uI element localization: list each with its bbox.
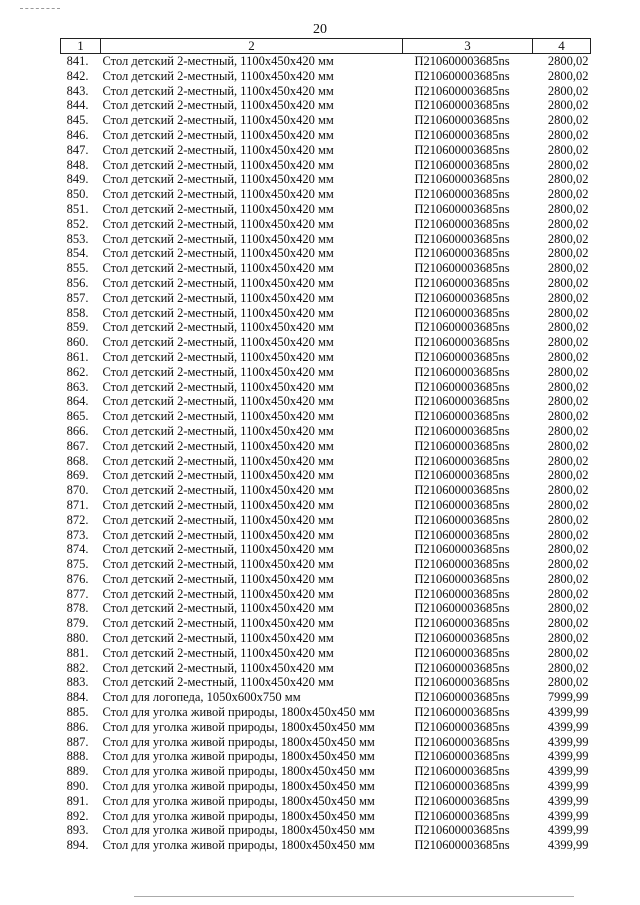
row-number: 888. bbox=[66, 749, 89, 764]
item-name: Стол для уголка живой природы, 1800x450x450 мм bbox=[102, 734, 375, 749]
table-body bbox=[61, 54, 591, 854]
item-code: П210600003685ns bbox=[414, 394, 510, 409]
table-row bbox=[61, 705, 591, 720]
item-name: Стол для уголка живой природы, 1800x450x450 мм bbox=[102, 823, 375, 838]
row-number: 872. bbox=[66, 512, 89, 527]
table-row bbox=[61, 365, 591, 380]
item-price: 2800,02 bbox=[547, 290, 589, 305]
item-code: П210600003685ns bbox=[414, 734, 510, 749]
item-price: 2800,02 bbox=[547, 645, 589, 660]
item-price: 2800,02 bbox=[547, 527, 589, 542]
item-code: П210600003685ns bbox=[414, 557, 510, 572]
item-price: 2800,02 bbox=[547, 127, 589, 142]
item-name: Стол для уголка живой природы, 1800x450x450 мм bbox=[102, 779, 375, 794]
item-code: П210600003685ns bbox=[414, 616, 510, 631]
item-name: Стол детский 2-местный, 1100x450x420 мм bbox=[102, 557, 334, 572]
item-price: 2800,02 bbox=[547, 379, 589, 394]
item-code: П210600003685ns bbox=[414, 542, 510, 557]
item-name: Стол детский 2-местный, 1100x450x420 мм bbox=[102, 379, 334, 394]
table-row bbox=[61, 572, 591, 587]
item-price: 2800,02 bbox=[547, 497, 589, 512]
column-header-1: 1 bbox=[61, 39, 101, 54]
item-code: П210600003685ns bbox=[414, 571, 510, 586]
table-row bbox=[61, 823, 591, 838]
item-name: Стол для уголка живой природы, 1800x450x450 мм bbox=[102, 793, 375, 808]
row-number: 844. bbox=[66, 98, 89, 113]
item-code: П210600003685ns bbox=[414, 660, 510, 675]
item-price: 2800,02 bbox=[547, 142, 589, 157]
item-code: П210600003685ns bbox=[414, 201, 510, 216]
row-number: 882. bbox=[66, 660, 89, 675]
row-number: 871. bbox=[66, 497, 89, 512]
item-name: Стол детский 2-местный, 1100x450x420 мм bbox=[102, 349, 334, 364]
item-price: 2800,02 bbox=[547, 394, 589, 409]
item-price: 2800,02 bbox=[547, 660, 589, 675]
item-name: Стол детский 2-местный, 1100x450x420 мм bbox=[102, 305, 334, 320]
item-price: 4399,99 bbox=[547, 719, 589, 734]
table-row bbox=[61, 557, 591, 572]
item-price: 2800,02 bbox=[547, 542, 589, 557]
row-number: 892. bbox=[66, 808, 89, 823]
row-number: 866. bbox=[66, 423, 89, 438]
item-code: П210600003685ns bbox=[414, 379, 510, 394]
item-price: 4399,99 bbox=[547, 779, 589, 794]
item-name: Стол детский 2-местный, 1100x450x420 мм bbox=[102, 527, 334, 542]
item-name: Стол детский 2-местный, 1100x450x420 мм bbox=[102, 68, 334, 83]
table-row bbox=[61, 601, 591, 616]
item-price: 4399,99 bbox=[547, 823, 589, 838]
item-code: П210600003685ns bbox=[414, 261, 510, 276]
table-row bbox=[61, 424, 591, 439]
row-number: 859. bbox=[66, 320, 89, 335]
row-number: 856. bbox=[66, 275, 89, 290]
item-price: 2800,02 bbox=[547, 157, 589, 172]
table-row bbox=[61, 350, 591, 365]
item-code: П210600003685ns bbox=[414, 601, 510, 616]
item-name: Стол детский 2-местный, 1100x450x420 мм bbox=[102, 290, 334, 305]
row-number: 878. bbox=[66, 601, 89, 616]
item-code: П210600003685ns bbox=[414, 793, 510, 808]
item-code: П210600003685ns bbox=[414, 54, 510, 68]
item-price: 2800,02 bbox=[547, 231, 589, 246]
table-row bbox=[61, 809, 591, 824]
item-name: Стол детский 2-местный, 1100x450x420 мм bbox=[102, 216, 334, 231]
item-price: 2800,02 bbox=[547, 54, 589, 68]
row-number: 847. bbox=[66, 142, 89, 157]
row-number: 894. bbox=[66, 838, 89, 853]
item-name: Стол для уголка живой природы, 1800x450x450 мм bbox=[102, 838, 375, 853]
item-name: Стол детский 2-местный, 1100x450x420 мм bbox=[102, 512, 334, 527]
item-price: 2800,02 bbox=[547, 675, 589, 690]
column-header-2: 2 bbox=[101, 39, 403, 54]
item-price: 2800,02 bbox=[547, 201, 589, 216]
item-name: Стол детский 2-местный, 1100x450x420 мм bbox=[102, 468, 334, 483]
item-code: П210600003685ns bbox=[414, 764, 510, 779]
item-code: П210600003685ns bbox=[414, 645, 510, 660]
table-row bbox=[61, 528, 591, 543]
table-row bbox=[61, 291, 591, 306]
item-code: П210600003685ns bbox=[414, 631, 510, 646]
page-number: 20 bbox=[313, 22, 327, 37]
item-name: Стол детский 2-местный, 1100x450x420 мм bbox=[102, 231, 334, 246]
item-price: 4399,99 bbox=[547, 793, 589, 808]
table-row bbox=[61, 232, 591, 247]
item-code: П210600003685ns bbox=[414, 823, 510, 838]
table-row bbox=[61, 217, 591, 232]
table-row bbox=[61, 409, 591, 424]
table-row bbox=[61, 143, 591, 158]
item-code: П210600003685ns bbox=[414, 453, 510, 468]
item-code: П210600003685ns bbox=[414, 675, 510, 690]
row-number: 868. bbox=[66, 453, 89, 468]
item-code: П210600003685ns bbox=[414, 275, 510, 290]
item-name: Стол детский 2-местный, 1100x450x420 мм bbox=[102, 201, 334, 216]
item-name: Стол детский 2-местный, 1100x450x420 мм bbox=[102, 187, 334, 202]
item-code: П210600003685ns bbox=[414, 838, 510, 853]
row-number: 877. bbox=[66, 586, 89, 601]
row-number: 841. bbox=[66, 54, 89, 68]
item-name: Стол детский 2-местный, 1100x450x420 мм bbox=[102, 660, 334, 675]
row-number: 854. bbox=[66, 246, 89, 261]
item-code: П210600003685ns bbox=[414, 586, 510, 601]
item-name: Стол для уголка живой природы, 1800x450x450 мм bbox=[102, 749, 375, 764]
item-price: 2800,02 bbox=[547, 438, 589, 453]
row-number: 887. bbox=[66, 734, 89, 749]
table-row bbox=[61, 779, 591, 794]
item-price: 2800,02 bbox=[547, 349, 589, 364]
item-name: Стол детский 2-местный, 1100x450x420 мм bbox=[102, 497, 334, 512]
item-name: Стол детский 2-местный, 1100x450x420 мм bbox=[102, 275, 334, 290]
item-price: 2800,02 bbox=[547, 571, 589, 586]
row-number: 849. bbox=[66, 172, 89, 187]
table-row bbox=[61, 320, 591, 335]
item-name: Стол детский 2-местный, 1100x450x420 мм bbox=[102, 542, 334, 557]
item-name: Стол детский 2-местный, 1100x450x420 мм bbox=[102, 172, 334, 187]
item-name: Стол для уголка живой природы, 1800x450x450 мм bbox=[102, 719, 375, 734]
item-name: Стол детский 2-местный, 1100x450x420 мм bbox=[102, 83, 334, 98]
table-row bbox=[61, 498, 591, 513]
item-code: П210600003685ns bbox=[414, 719, 510, 734]
row-number: 890. bbox=[66, 779, 89, 794]
table-row bbox=[61, 158, 591, 173]
item-name: Стол детский 2-местный, 1100x450x420 мм bbox=[102, 453, 334, 468]
table-row bbox=[61, 246, 591, 261]
row-number: 862. bbox=[66, 364, 89, 379]
table-row bbox=[61, 128, 591, 143]
item-code: П210600003685ns bbox=[414, 68, 510, 83]
item-name: Стол детский 2-местный, 1100x450x420 мм bbox=[102, 571, 334, 586]
table-row bbox=[61, 187, 591, 202]
table-row bbox=[61, 306, 591, 321]
item-price: 2800,02 bbox=[547, 320, 589, 335]
item-name: Стол детский 2-местный, 1100x450x420 мм bbox=[102, 675, 334, 690]
row-number: 864. bbox=[66, 394, 89, 409]
table-row bbox=[61, 794, 591, 809]
table-row bbox=[61, 172, 591, 187]
item-name: Стол детский 2-местный, 1100x450x420 мм bbox=[102, 616, 334, 631]
item-name: Стол детский 2-местный, 1100x450x420 мм bbox=[102, 320, 334, 335]
row-number: 883. bbox=[66, 675, 89, 690]
row-number: 881. bbox=[66, 645, 89, 660]
table-row bbox=[61, 276, 591, 291]
row-number: 858. bbox=[66, 305, 89, 320]
row-number: 876. bbox=[66, 571, 89, 586]
item-name: Стол детский 2-местный, 1100x450x420 мм bbox=[102, 645, 334, 660]
row-number: 850. bbox=[66, 187, 89, 202]
table-row bbox=[61, 54, 591, 69]
item-code: П210600003685ns bbox=[414, 705, 510, 720]
item-price: 2800,02 bbox=[547, 68, 589, 83]
row-number: 843. bbox=[66, 83, 89, 98]
row-number: 893. bbox=[66, 823, 89, 838]
item-price: 2800,02 bbox=[547, 483, 589, 498]
table-row bbox=[61, 690, 591, 705]
row-number: 889. bbox=[66, 764, 89, 779]
item-name: Стол детский 2-местный, 1100x450x420 мм bbox=[102, 157, 334, 172]
item-price: 2800,02 bbox=[547, 187, 589, 202]
item-name: Стол детский 2-местный, 1100x450x420 мм bbox=[102, 142, 334, 157]
item-code: П210600003685ns bbox=[414, 690, 510, 705]
table-header bbox=[61, 39, 591, 54]
item-name: Стол для логопеда, 1050x600x750 мм bbox=[102, 690, 301, 705]
item-code: П210600003685ns bbox=[414, 231, 510, 246]
item-price: 4399,99 bbox=[547, 734, 589, 749]
item-name: Стол детский 2-местный, 1100x450x420 мм bbox=[102, 335, 334, 350]
row-number: 874. bbox=[66, 542, 89, 557]
item-name: Стол детский 2-местный, 1100x450x420 мм bbox=[102, 423, 334, 438]
item-code: П210600003685ns bbox=[414, 83, 510, 98]
item-name: Стол детский 2-местный, 1100x450x420 мм bbox=[102, 261, 334, 276]
item-code: П210600003685ns bbox=[414, 127, 510, 142]
item-name: Стол для уголка живой природы, 1800x450x450 мм bbox=[102, 764, 375, 779]
row-number: 845. bbox=[66, 113, 89, 128]
item-price: 7999,99 bbox=[547, 690, 589, 705]
item-code: П210600003685ns bbox=[414, 157, 510, 172]
item-name: Стол для уголка живой природы, 1800x450x450 мм bbox=[102, 705, 375, 720]
item-price: 2800,02 bbox=[547, 335, 589, 350]
item-name: Стол детский 2-местный, 1100x450x420 мм bbox=[102, 586, 334, 601]
item-code: П210600003685ns bbox=[414, 438, 510, 453]
item-code: П210600003685ns bbox=[414, 113, 510, 128]
column-header-3: 3 bbox=[403, 39, 533, 54]
table-row bbox=[61, 84, 591, 99]
row-number: 873. bbox=[66, 527, 89, 542]
table-row bbox=[61, 454, 591, 469]
table-row bbox=[61, 261, 591, 276]
item-code: П210600003685ns bbox=[414, 305, 510, 320]
item-name: Стол детский 2-местный, 1100x450x420 мм bbox=[102, 364, 334, 379]
item-name: Стол детский 2-местный, 1100x450x420 мм bbox=[102, 394, 334, 409]
row-number: 861. bbox=[66, 349, 89, 364]
item-code: П210600003685ns bbox=[414, 349, 510, 364]
row-number: 891. bbox=[66, 793, 89, 808]
item-code: П210600003685ns bbox=[414, 98, 510, 113]
item-price: 2800,02 bbox=[547, 409, 589, 424]
item-price: 2800,02 bbox=[547, 246, 589, 261]
item-price: 2800,02 bbox=[547, 423, 589, 438]
item-price: 2800,02 bbox=[547, 453, 589, 468]
row-number: 885. bbox=[66, 705, 89, 720]
table-row bbox=[61, 98, 591, 113]
table-row bbox=[61, 394, 591, 409]
item-code: П210600003685ns bbox=[414, 290, 510, 305]
item-price: 4399,99 bbox=[547, 749, 589, 764]
table-row bbox=[61, 113, 591, 128]
table-row bbox=[61, 764, 591, 779]
item-code: П210600003685ns bbox=[414, 527, 510, 542]
item-code: П210600003685ns bbox=[414, 409, 510, 424]
item-price: 2800,02 bbox=[547, 586, 589, 601]
table-row bbox=[61, 69, 591, 84]
scan-corner-mark bbox=[20, 8, 60, 9]
row-number: 867. bbox=[66, 438, 89, 453]
table-row bbox=[61, 513, 591, 528]
item-name: Стол для уголка живой природы, 1800x450x450 мм bbox=[102, 808, 375, 823]
row-number: 879. bbox=[66, 616, 89, 631]
table-row bbox=[61, 646, 591, 661]
item-name: Стол детский 2-местный, 1100x450x420 мм bbox=[102, 601, 334, 616]
item-price: 2800,02 bbox=[547, 305, 589, 320]
item-code: П210600003685ns bbox=[414, 497, 510, 512]
item-price: 2800,02 bbox=[547, 616, 589, 631]
row-number: 855. bbox=[66, 261, 89, 276]
bottom-rule bbox=[134, 896, 574, 897]
row-number: 869. bbox=[66, 468, 89, 483]
item-price: 2800,02 bbox=[547, 468, 589, 483]
table-row bbox=[61, 335, 591, 350]
item-code: П210600003685ns bbox=[414, 808, 510, 823]
row-number: 863. bbox=[66, 379, 89, 394]
item-code: П210600003685ns bbox=[414, 483, 510, 498]
item-code: П210600003685ns bbox=[414, 246, 510, 261]
item-price: 4399,99 bbox=[547, 705, 589, 720]
row-number: 842. bbox=[66, 68, 89, 83]
item-price: 2800,02 bbox=[547, 557, 589, 572]
item-price: 2800,02 bbox=[547, 113, 589, 128]
table-row bbox=[61, 675, 591, 690]
item-name: Стол детский 2-местный, 1100x450x420 мм bbox=[102, 483, 334, 498]
row-number: 857. bbox=[66, 290, 89, 305]
item-name: Стол детский 2-местный, 1100x450x420 мм bbox=[102, 98, 334, 113]
item-price: 4399,99 bbox=[547, 764, 589, 779]
item-name: Стол детский 2-местный, 1100x450x420 мм bbox=[102, 438, 334, 453]
item-code: П210600003685ns bbox=[414, 779, 510, 794]
item-price: 2800,02 bbox=[547, 98, 589, 113]
row-number: 846. bbox=[66, 127, 89, 142]
item-price: 2800,02 bbox=[547, 275, 589, 290]
item-code: П210600003685ns bbox=[414, 335, 510, 350]
row-number: 884. bbox=[66, 690, 89, 705]
row-number: 853. bbox=[66, 231, 89, 246]
row-number: 880. bbox=[66, 631, 89, 646]
item-code: П210600003685ns bbox=[414, 187, 510, 202]
item-code: П210600003685ns bbox=[414, 512, 510, 527]
item-code: П210600003685ns bbox=[414, 468, 510, 483]
item-name: Стол детский 2-местный, 1100x450x420 мм bbox=[102, 113, 334, 128]
table-row bbox=[61, 380, 591, 395]
item-code: П210600003685ns bbox=[414, 423, 510, 438]
table-row bbox=[61, 661, 591, 676]
item-code: П210600003685ns bbox=[414, 320, 510, 335]
item-name: Стол детский 2-местный, 1100x450x420 мм bbox=[102, 127, 334, 142]
item-price: 2800,02 bbox=[547, 261, 589, 276]
table-row bbox=[61, 483, 591, 498]
item-name: Стол детский 2-местный, 1100x450x420 мм bbox=[102, 246, 334, 261]
item-price: 4399,99 bbox=[547, 838, 589, 853]
item-name: Стол детский 2-местный, 1100x450x420 мм bbox=[102, 631, 334, 646]
row-number: 860. bbox=[66, 335, 89, 350]
table-row bbox=[61, 587, 591, 602]
item-code: П210600003685ns bbox=[414, 216, 510, 231]
table-row bbox=[61, 749, 591, 764]
table-row bbox=[61, 631, 591, 646]
table-row bbox=[61, 735, 591, 750]
item-price: 2800,02 bbox=[547, 631, 589, 646]
item-price: 2800,02 bbox=[547, 601, 589, 616]
row-number: 851. bbox=[66, 201, 89, 216]
table-row bbox=[61, 616, 591, 631]
item-price: 2800,02 bbox=[547, 172, 589, 187]
inventory-table bbox=[60, 38, 591, 853]
row-number: 870. bbox=[66, 483, 89, 498]
item-code: П210600003685ns bbox=[414, 172, 510, 187]
item-name: Стол детский 2-местный, 1100x450x420 мм bbox=[102, 409, 334, 424]
item-code: П210600003685ns bbox=[414, 142, 510, 157]
row-number: 848. bbox=[66, 157, 89, 172]
item-price: 4399,99 bbox=[547, 808, 589, 823]
table-row bbox=[61, 202, 591, 217]
item-code: П210600003685ns bbox=[414, 364, 510, 379]
item-price: 2800,02 bbox=[547, 83, 589, 98]
row-number: 875. bbox=[66, 557, 89, 572]
row-number: 886. bbox=[66, 719, 89, 734]
table-row bbox=[61, 468, 591, 483]
item-price: 2800,02 bbox=[547, 216, 589, 231]
item-code: П210600003685ns bbox=[414, 749, 510, 764]
item-price: 2800,02 bbox=[547, 364, 589, 379]
item-price: 2800,02 bbox=[547, 512, 589, 527]
table-row bbox=[61, 439, 591, 454]
table-row bbox=[61, 720, 591, 735]
row-number: 852. bbox=[66, 216, 89, 231]
table-row bbox=[61, 838, 591, 853]
row-number: 865. bbox=[66, 409, 89, 424]
item-name: Стол детский 2-местный, 1100x450x420 мм bbox=[102, 54, 334, 68]
column-header-4: 4 bbox=[533, 39, 591, 54]
table-row bbox=[61, 542, 591, 557]
